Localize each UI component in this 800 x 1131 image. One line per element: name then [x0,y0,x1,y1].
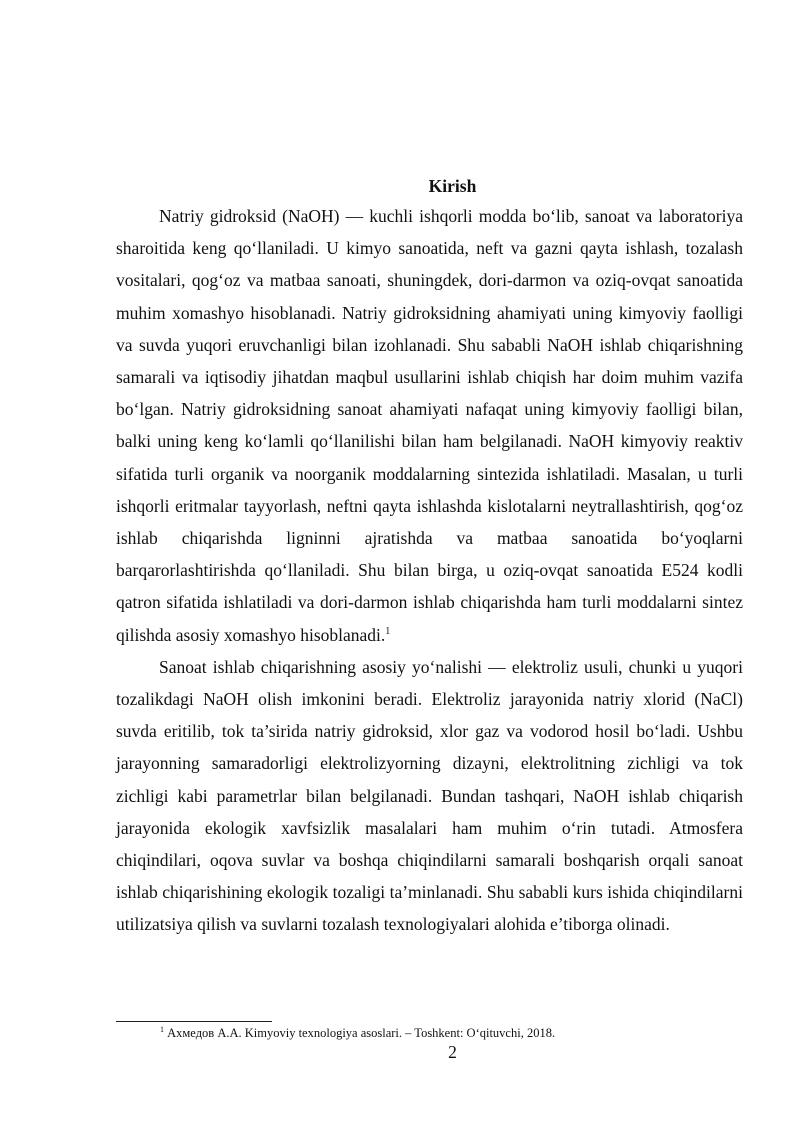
paragraph-text: Sanoat ishlab chiqarishning asosiy yo‘nalishi — elektroliz usuli, chunki u yuqori tozalikdagi NaOH olish imkonini beradi. Elektroliz jarayonida natriy xlorid (NaCl) suvda eritilib, tok ta’sirida natriy gidroksid, xlor gaz va vodorod hosil bo‘ladi. Ushbu jarayonning samaradorligi elektrolizyorning dizayni, elektrolitning zichligi va tok zichligi kabi parametrlar bilan belgilanadi. Bundan tashqari, NaOH ishlab chiqarish jarayonida ekologik xavfsizlik masalalari ham muhim o‘rin tutadi. Atmosfera chiqindilari, oqova suvlar va boshqa chiqindilarni samarali boshqarish orqali sanoat ishlab chiqarishining ekologik tozaligi ta’minlanadi. Shu sababli kurs ishida chiqindilarni utilizatsiya qilish va suvlarni tozalash texnologiyalari alohida e’tiborga olinadi. [116,656,743,935]
paragraph [116,200,743,651]
footnote-text: Ахмедов А.А. Kimyoviy texnologiya asoslari. – Toshkent: O‘qituvchi, 2018. [167,1026,556,1040]
footnote-separator [116,1021,272,1022]
footnote-number: 1 [160,1024,164,1034]
page-number: 2 [448,1042,457,1062]
paragraph-text: Natriy gidroksid (NaOH) — kuchli ishqorli modda bo‘lib, sanoat va laboratoriya sharoitida keng qo‘llaniladi. U kimyo sanoatida, neft va gazni qayta ishlash, tozalash vositalari, qog‘oz va matbaa sanoati, shuningdek, dori-darmon va oziq-ovqat sanoatida muhim xomashyo hisoblanadi. Natriy gidroksidning ahamiyati uning kimyoviy faolligi va suvda yuqori eruvchanligi bilan izohlanadi. Shu sababli NaOH ishlab chiqarishning samarali va iqtisodiy jihatdan maqbul usullarini ishlab chiqish har doim muhim vazifa bo‘lgan. Natriy gidroksidning sanoat ahamiyati nafaqat uning kimyoviy faolligi bilan, balki uning keng ko‘lamli qo‘llanilishi bilan ham belgilanadi. NaOH kimyoviy reaktiv sifatida turli organik va noorganik moddalarning sintezida ishlatiladi. Masalan, u turli ishqorli eritmalar tayyorlash, neftni qayta ishlashda kislotalarni neytrallashtirish, qog‘oz ishlab chiqarishda ligninni ajratishda va matbaa sanoatida bo‘yoqlarni barqarorlashtirishda qo‘llaniladi. Shu bilan birga, u oziq-ovqat sanoatida E524 kodli qatron sifatida ishlatiladi va dori-darmon ishlab chiqarishda ham turli moddalarni sintez qilishda asosiy xomashyo hisoblanadi. [116,206,743,645]
footnote-reference[interactable]: 1 [385,625,391,637]
footnote [160,1025,750,1041]
section-title: Kirish [428,176,477,196]
body-text [116,200,743,941]
paragraph [116,651,743,941]
